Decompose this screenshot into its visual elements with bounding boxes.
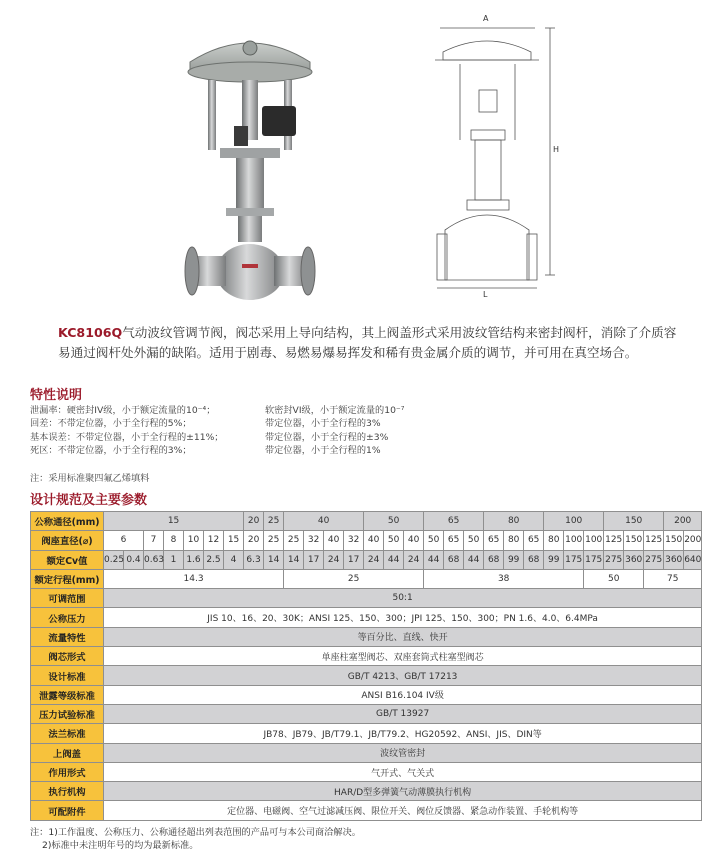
seat-cell: 50 xyxy=(384,531,404,550)
flow-value: 等百分比、直线、快开 xyxy=(104,627,702,646)
leak-value: ANSI B16.104 IV级 xyxy=(104,685,702,704)
label-dn: 公称通径(mm) xyxy=(31,512,104,531)
label-flange: 法兰标准 xyxy=(31,724,104,743)
stroke-cell: 38 xyxy=(424,569,584,588)
seat-cell: 40 xyxy=(404,531,424,550)
test-value: GB/T 13927 xyxy=(104,704,702,723)
seat-cell: 32 xyxy=(344,531,364,550)
seat-cell: 100 xyxy=(584,531,604,550)
label-accessory: 可配附件 xyxy=(31,801,104,820)
spec-title: 设计规范及主要参数 xyxy=(30,493,148,508)
cv-cell: 14 xyxy=(284,550,304,569)
seat-cell: 80 xyxy=(544,531,564,550)
footnotes xyxy=(30,826,361,852)
dim-l-label: L xyxy=(483,290,488,299)
row-leak xyxy=(31,685,702,704)
label-leak: 泄露等级标准 xyxy=(31,685,104,704)
label-plug: 阀芯形式 xyxy=(31,647,104,666)
seat-cell: 20 xyxy=(244,531,264,550)
cv-cell: 0.4 xyxy=(124,550,144,569)
label-range: 可调范围 xyxy=(31,589,104,608)
row-bonnet xyxy=(31,743,702,762)
range-value: 50:1 xyxy=(104,589,702,608)
label-flow: 流量特性 xyxy=(31,627,104,646)
accessory-value: 定位器、电磁阀、空气过滤减压阀、限位开关、阀位反馈器、紧急动作装置、手轮机构等 xyxy=(104,801,702,820)
stroke-cell: 25 xyxy=(284,569,424,588)
label-actuator: 执行机构 xyxy=(31,782,104,801)
row-action xyxy=(31,762,702,781)
seat-cell: 150 xyxy=(664,531,684,550)
seat-cell: 125 xyxy=(604,531,624,550)
row-design xyxy=(31,666,702,685)
row-flange xyxy=(31,724,702,743)
label-bonnet: 上阀盖 xyxy=(31,743,104,762)
feature-line: 泄漏率：硬密封IV级，小于额定流量的10⁻⁴； xyxy=(30,405,216,416)
seat-cell: 50 xyxy=(464,531,484,550)
seat-cell: 8 xyxy=(164,531,184,550)
cv-cell: 17 xyxy=(344,550,364,569)
row-test xyxy=(31,704,702,723)
cv-cell: 68 xyxy=(484,550,504,569)
cv-cell: 24 xyxy=(324,550,344,569)
cv-cell: 24 xyxy=(364,550,384,569)
cv-cell: 44 xyxy=(464,550,484,569)
row-cv xyxy=(31,550,702,569)
label-stroke: 额定行程(mm) xyxy=(31,569,104,588)
dn-cell: 15 xyxy=(104,512,244,531)
seat-cell: 25 xyxy=(264,531,284,550)
features-left xyxy=(30,404,224,457)
pressure-value: JIS 10、16、20、30K；ANSI 125、150、300；JPI 125、150、300；PN 1.6、4.0、6.4MPa xyxy=(104,608,702,627)
dn-cell: 80 xyxy=(484,512,544,531)
dn-cell: 200 xyxy=(664,512,702,531)
seat-cell: 6 xyxy=(104,531,144,550)
features-right xyxy=(265,404,404,457)
cv-cell: 175 xyxy=(584,550,604,569)
design-value: GB/T 4213、GB/T 17213 xyxy=(104,666,702,685)
cv-cell: 68 xyxy=(444,550,464,569)
flange-value: JB78、JB79、JB/T79.1、JB/T79.2、HG20592、ANSI、JIS、DIN等 xyxy=(104,724,702,743)
seat-cell: 12 xyxy=(204,531,224,550)
seat-cell: 65 xyxy=(524,531,544,550)
seat-cell: 15 xyxy=(224,531,244,550)
dim-h-label: H xyxy=(553,145,560,154)
cv-cell: 275 xyxy=(604,550,624,569)
cv-cell: 99 xyxy=(504,550,524,569)
cv-cell: 360 xyxy=(664,550,684,569)
footnote-line: 2)标准中未注明年号的均为最新标准。 xyxy=(42,840,199,851)
row-seat xyxy=(31,531,702,550)
cv-cell: 99 xyxy=(544,550,564,569)
row-actuator xyxy=(31,782,702,801)
valve-product-photo xyxy=(150,14,350,314)
label-cv: 额定Cv值 xyxy=(31,550,104,569)
cv-cell: 175 xyxy=(564,550,584,569)
cv-cell: 44 xyxy=(424,550,444,569)
row-plug xyxy=(31,647,702,666)
label-seat: 阀座直径(⌀) xyxy=(31,531,104,550)
dim-a-label: A xyxy=(483,14,489,23)
seat-cell: 50 xyxy=(424,531,444,550)
seat-cell: 150 xyxy=(624,531,644,550)
row-pressure xyxy=(31,608,702,627)
seat-cell: 40 xyxy=(324,531,344,550)
cv-cell: 0.63 xyxy=(144,550,164,569)
seat-cell: 80 xyxy=(504,531,524,550)
cv-cell: 24 xyxy=(404,550,424,569)
feature-line: 带定位器，小于全行程的3% xyxy=(265,418,381,430)
seat-cell: 65 xyxy=(484,531,504,550)
seat-cell: 100 xyxy=(564,531,584,550)
plug-value: 单座柱塞型阀芯、双座套筒式柱塞型阀芯 xyxy=(104,647,702,666)
seat-cell: 25 xyxy=(284,531,304,550)
cv-cell: 0.25 xyxy=(104,550,124,569)
dn-cell: 40 xyxy=(284,512,364,531)
cv-cell: 68 xyxy=(524,550,544,569)
cv-cell: 44 xyxy=(384,550,404,569)
features-note: 注：采用标准聚四氟乙烯填料 xyxy=(30,473,150,484)
dn-cell: 20 xyxy=(244,512,264,531)
actuator-value: HAR/D型多弹簧气动薄膜执行机构 xyxy=(104,782,702,801)
features-title: 特性说明 xyxy=(30,388,83,403)
feature-line: 带定位器，小于全行程的1% xyxy=(265,444,381,456)
feature-line: 带定位器，小于全行程的±3% xyxy=(265,431,389,443)
intro-text: 气动波纹管调节阀，阀芯采用上导向结构，其上阀盖形式采用波纹管结构来密封阀杆，消除了介质容易通过阀杆处外漏的缺陷。适用于剧毒、易燃易爆易挥发和稀有贵金属介质的调节，并可用在真空场合。 xyxy=(58,325,677,360)
feature-line: 死区：不带定位器，小于全行程的3%； xyxy=(30,444,192,456)
cv-cell: 6.3 xyxy=(244,550,264,569)
cv-cell: 360 xyxy=(624,550,644,569)
row-stroke xyxy=(31,569,702,588)
seat-cell: 65 xyxy=(444,531,464,550)
stroke-cell: 75 xyxy=(644,569,702,588)
stroke-cell: 50 xyxy=(584,569,644,588)
label-test: 压力试验标准 xyxy=(31,704,104,723)
cv-cell: 17 xyxy=(304,550,324,569)
seat-cell: 7 xyxy=(144,531,164,550)
model-number: KC8106Q xyxy=(58,325,123,340)
dn-cell: 65 xyxy=(424,512,484,531)
cv-cell: 640 xyxy=(684,550,702,569)
bonnet-value: 波纹管密封 xyxy=(104,743,702,762)
row-range xyxy=(31,589,702,608)
action-value: 气开式、气关式 xyxy=(104,762,702,781)
cv-cell: 2.5 xyxy=(204,550,224,569)
feature-line: 基本误差：不带定位器，小于全行程的±11%； xyxy=(30,431,224,443)
seat-cell: 40 xyxy=(364,531,384,550)
dn-cell: 100 xyxy=(544,512,604,531)
label-design: 设计标准 xyxy=(31,666,104,685)
seat-cell: 32 xyxy=(304,531,324,550)
cv-cell: 14 xyxy=(264,550,284,569)
spec-table xyxy=(30,511,702,821)
product-intro xyxy=(58,323,688,363)
seat-cell: 125 xyxy=(644,531,664,550)
cv-cell: 275 xyxy=(644,550,664,569)
cv-cell: 1.6 xyxy=(184,550,204,569)
dn-cell: 25 xyxy=(264,512,284,531)
stroke-cell: 14.3 xyxy=(104,569,284,588)
dn-cell: 150 xyxy=(604,512,664,531)
cv-cell: 1 xyxy=(164,550,184,569)
footnote-line: 注：1)工作温度、公称压力、公称通径超出列表范围的产品可与本公司商洽解决。 xyxy=(30,827,361,838)
row-accessory xyxy=(31,801,702,820)
label-pressure: 公称压力 xyxy=(31,608,104,627)
seat-cell: 10 xyxy=(184,531,204,550)
dn-cell: 50 xyxy=(364,512,424,531)
row-dn xyxy=(31,512,702,531)
seat-cell: 200 xyxy=(684,531,702,550)
feature-line: 回差：不带定位器，小于全行程的5%； xyxy=(30,418,192,430)
cv-cell: 4 xyxy=(224,550,244,569)
row-flow xyxy=(31,627,702,646)
feature-line: 软密封VI级，小于额定流量的10⁻⁷ xyxy=(265,405,405,416)
label-action: 作用形式 xyxy=(31,762,104,781)
dimension-drawing xyxy=(415,14,560,300)
